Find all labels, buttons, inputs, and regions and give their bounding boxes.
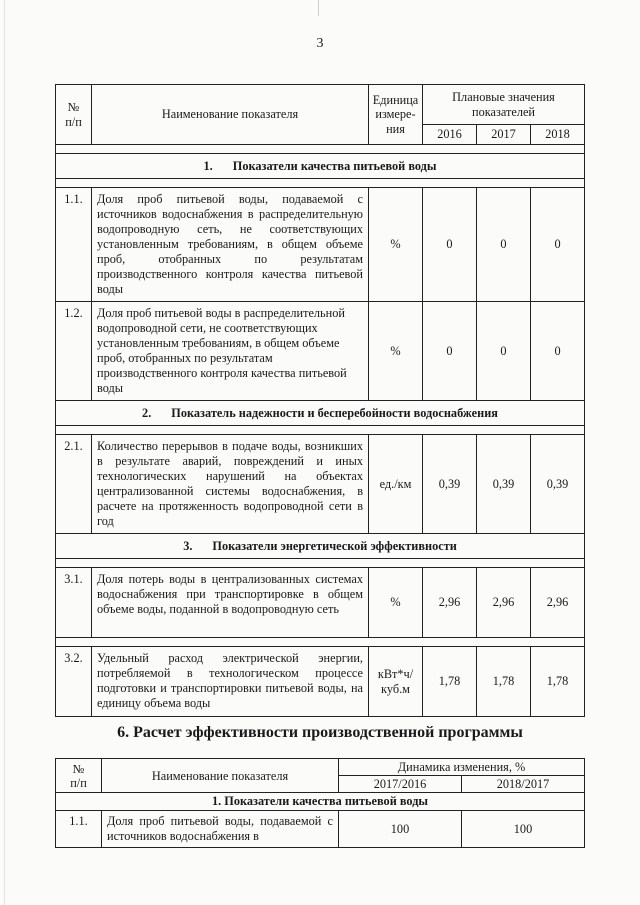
row-name: Доля проб питьевой воды, подаваемой с источников водоснабжения в распределительную водопроводную сеть, не соответствующих установленным требованиям, в общем объеме проб, отобранных по результатам производственного контроля качества питьевой воды <box>92 188 369 302</box>
spacer-row <box>56 179 585 188</box>
row-name: Доля проб питьевой воды, подаваемой с источников водоснабжения в <box>102 811 339 848</box>
row-number: 2.1. <box>56 435 92 534</box>
section-row <box>56 793 585 811</box>
header-unit: Единица измере- ния <box>369 85 423 145</box>
row-value: 2,96 <box>477 568 531 638</box>
row-name: Количество перерывов в подаче воды, возникших в результате аварий, повреждений и иных технологических нарушений на объектах централизованной системы водоснабжения, в расчете на протяженность водопроводной сети в год <box>92 435 369 534</box>
spacer-row <box>56 559 585 568</box>
section-number: 2. <box>142 405 152 420</box>
header-year: 2016 <box>423 125 477 145</box>
header-period: 2017/2016 <box>339 776 462 793</box>
planned-indicators-table <box>55 84 585 717</box>
row-value: 1,78 <box>477 647 531 717</box>
row-value: 2,96 <box>423 568 477 638</box>
section-title: Показатель надежности и бесперебойности водоснабжения <box>171 405 498 420</box>
row-value: 100 <box>339 811 462 848</box>
row-value: 0,39 <box>477 435 531 534</box>
header-year: 2017 <box>477 125 531 145</box>
row-number: 1.1. <box>56 188 92 302</box>
section-title: Показатели энергетической эффективности <box>212 538 457 553</box>
spacer-row <box>56 145 585 154</box>
row-number: 1.1. <box>56 811 102 848</box>
row-value: 100 <box>462 811 585 848</box>
page-number: 3 <box>316 36 324 51</box>
row-unit: ед./км <box>369 435 423 534</box>
section-number: 1. <box>203 158 213 173</box>
row-unit: кВт*ч/ куб.м <box>369 647 423 717</box>
section-row <box>56 401 585 426</box>
section-row <box>56 154 585 179</box>
row-unit: % <box>369 302 423 401</box>
header-num: № п/п <box>56 85 92 145</box>
header-name: Наименование показателя <box>92 85 369 145</box>
table-row <box>56 811 585 848</box>
header-period: 2018/2017 <box>462 776 585 793</box>
scan-edge-mark <box>318 0 319 16</box>
row-unit: % <box>369 188 423 302</box>
row-unit: % <box>369 568 423 638</box>
header-planned: Плановые значения показателей <box>423 85 585 125</box>
section-heading: 6. Расчет эффективности производственной программы <box>117 724 523 741</box>
row-value: 1,78 <box>531 647 585 717</box>
spacer-row <box>56 426 585 435</box>
row-value: 0 <box>477 302 531 401</box>
section-row <box>56 534 585 559</box>
table-row <box>56 435 585 534</box>
header-year: 2018 <box>531 125 585 145</box>
row-value: 0 <box>531 302 585 401</box>
table-row <box>56 647 585 717</box>
efficiency-table <box>55 758 585 848</box>
header-name: Наименование показателя <box>102 759 339 793</box>
table-row <box>56 302 585 401</box>
section-number: 3. <box>183 538 193 553</box>
row-name: Удельный расход электрической энергии, потребляемой в технологическом процессе подготовки и транспортировки питьевой воды, на единицу объема воды <box>92 647 369 717</box>
row-value: 0,39 <box>531 435 585 534</box>
row-value: 1,78 <box>423 647 477 717</box>
row-value: 0 <box>531 188 585 302</box>
row-value: 0 <box>423 302 477 401</box>
row-number: 3.2. <box>56 647 92 717</box>
header-num: № п/п <box>56 759 102 793</box>
section-title: 1. Показатели качества питьевой воды <box>56 793 585 811</box>
row-number: 1.2. <box>56 302 92 401</box>
header-dynamics: Динамика изменения, % <box>339 759 585 776</box>
row-number: 3.1. <box>56 568 92 638</box>
row-value: 0 <box>477 188 531 302</box>
scan-left-edge <box>4 0 5 905</box>
table-row <box>56 188 585 302</box>
row-value: 2,96 <box>531 568 585 638</box>
row-value: 0 <box>423 188 477 302</box>
spacer-row <box>56 638 585 647</box>
table-row <box>56 568 585 638</box>
row-name: Доля проб питьевой воды в распределительной водопроводной сети, не соответствующих установленным требованиям, в общем объеме проб, отобранных по результатам производственного контроля качества питьевой воды <box>92 302 369 401</box>
section-title: Показатели качества питьевой воды <box>232 158 437 173</box>
row-value: 0,39 <box>423 435 477 534</box>
row-name: Доля потерь воды в централизованных системах водоснабжения при транспортировке в общем объеме воды, поданной в водопроводную сеть <box>92 568 369 638</box>
